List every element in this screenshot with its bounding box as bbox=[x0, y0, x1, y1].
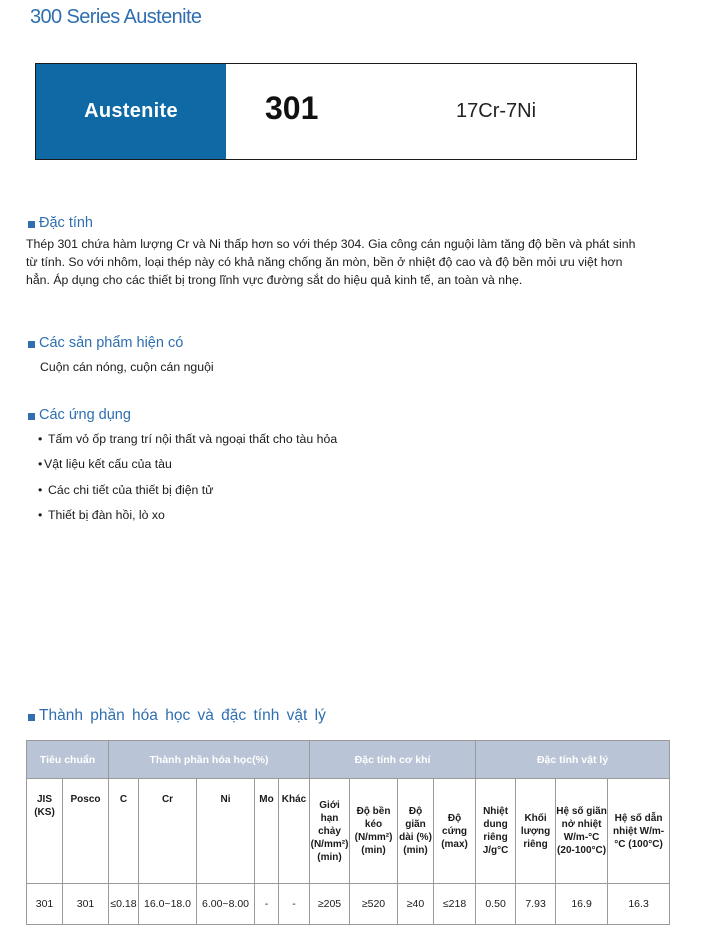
col-mo: Mo bbox=[255, 779, 279, 884]
cell-c: ≤0.18 bbox=[109, 884, 139, 925]
table-heading bbox=[28, 707, 326, 725]
col-tensile: Độ bền kéo (N/mm²) (min) bbox=[350, 779, 398, 884]
grade-number: 301 bbox=[265, 90, 319, 126]
col-specific-heat: Nhiệt dung riêng J/g°C bbox=[476, 779, 516, 884]
col-conductivity: Hệ số dẫn nhiệt W/m-°C (100°C) bbox=[608, 779, 670, 884]
applications-heading-label: Các ứng dụng bbox=[39, 407, 131, 423]
square-bullet-icon bbox=[28, 221, 35, 228]
products-text: Cuộn cán nóng, cuộn cán nguội bbox=[40, 360, 214, 374]
group-physical: Đặc tính vật lý bbox=[476, 741, 670, 779]
cell-cr: 16.0~18.0 bbox=[139, 884, 197, 925]
col-jis: JIS (KS) bbox=[27, 779, 63, 884]
col-cr: Cr bbox=[139, 779, 197, 884]
group-standard: Tiêu chuẩn bbox=[27, 741, 109, 779]
table-row bbox=[27, 884, 670, 925]
properties-heading bbox=[28, 215, 93, 231]
properties-heading-label: Đặc tính bbox=[39, 215, 93, 231]
bullet-icon: • bbox=[38, 457, 43, 471]
col-yield: Giới hạn chảy (N/mm²) (min) bbox=[310, 779, 350, 884]
cell-other: - bbox=[279, 884, 310, 925]
application-text: Các chi tiết của thiết bị điện tử bbox=[48, 483, 214, 497]
bullet-icon: • bbox=[38, 483, 43, 497]
cell-yield: ≥205 bbox=[310, 884, 350, 925]
bullet-icon: • bbox=[38, 508, 43, 522]
application-text: Tấm vỏ ốp trang trí nội thất và ngoại thất cho tàu hỏa bbox=[48, 432, 338, 446]
square-bullet-icon bbox=[28, 413, 35, 420]
cell-mo: - bbox=[255, 884, 279, 925]
cell-expansion: 16.9 bbox=[556, 884, 608, 925]
table-column-header-row bbox=[27, 779, 670, 884]
col-elongation: Độ giãn dài (%) (min) bbox=[398, 779, 434, 884]
list-item bbox=[38, 432, 337, 446]
cell-tensile: ≥520 bbox=[350, 884, 398, 925]
table-heading-label: Thành phần hóa học và đặc tính vật lý bbox=[39, 707, 326, 724]
applications-heading bbox=[28, 407, 131, 423]
square-bullet-icon bbox=[28, 341, 35, 348]
grade-composition: 17Cr-7Ni bbox=[456, 100, 537, 122]
application-text: Thiết bị đàn hồi, lò xo bbox=[48, 508, 165, 522]
col-expansion: Hệ số giãn nở nhiệt W/m-°C (20-100°C) bbox=[556, 779, 608, 884]
cell-ni: 6.00~8.00 bbox=[197, 884, 255, 925]
square-bullet-icon bbox=[28, 714, 35, 721]
col-other: Khác bbox=[279, 779, 310, 884]
group-chemical: Thành phần hóa học(%) bbox=[109, 741, 310, 779]
list-item bbox=[38, 483, 213, 497]
col-ni: Ni bbox=[197, 779, 255, 884]
cell-posco: 301 bbox=[63, 884, 109, 925]
cell-specific-heat: 0.50 bbox=[476, 884, 516, 925]
grade-box bbox=[35, 63, 637, 160]
list-item bbox=[38, 457, 172, 471]
col-hardness: Độ cứng (max) bbox=[434, 779, 476, 884]
cell-hardness: ≤218 bbox=[434, 884, 476, 925]
series-title: 300 Series Austenite bbox=[30, 6, 202, 28]
cell-elongation: ≥40 bbox=[398, 884, 434, 925]
cell-density: 7.93 bbox=[516, 884, 556, 925]
list-item bbox=[38, 508, 165, 522]
grade-family: Austenite bbox=[36, 64, 226, 159]
products-heading-label: Các sản phẩm hiện có bbox=[39, 335, 184, 351]
properties-text: Thép 301 chứa hàm lượng Cr và Ni thấp hơn so với thép 304. Gia công cán nguội làm tăng độ bền và phát sinh từ tính. So với nhôm, loại thép này có khả năng chống ăn mòn, bền ở nhiệt độ cao và độ bền mỏi ưu việt hơn hẳn. Áp dụng cho các thiết bị trong lĩnh vực đường sắt do hiệu quả kinh tế, an toàn và nhẹ. bbox=[26, 237, 636, 287]
bullet-icon: • bbox=[38, 432, 43, 446]
group-mechanical: Đặc tính cơ khí bbox=[310, 741, 476, 779]
col-density: Khối lượng riêng bbox=[516, 779, 556, 884]
application-text: Vật liệu kết cấu của tàu bbox=[44, 457, 172, 471]
composition-table bbox=[26, 740, 670, 925]
cell-conductivity: 16.3 bbox=[608, 884, 670, 925]
col-c: C bbox=[109, 779, 139, 884]
table-group-header-row bbox=[27, 741, 670, 779]
col-posco: Posco bbox=[63, 779, 109, 884]
cell-jis: 301 bbox=[27, 884, 63, 925]
products-heading bbox=[28, 335, 183, 351]
